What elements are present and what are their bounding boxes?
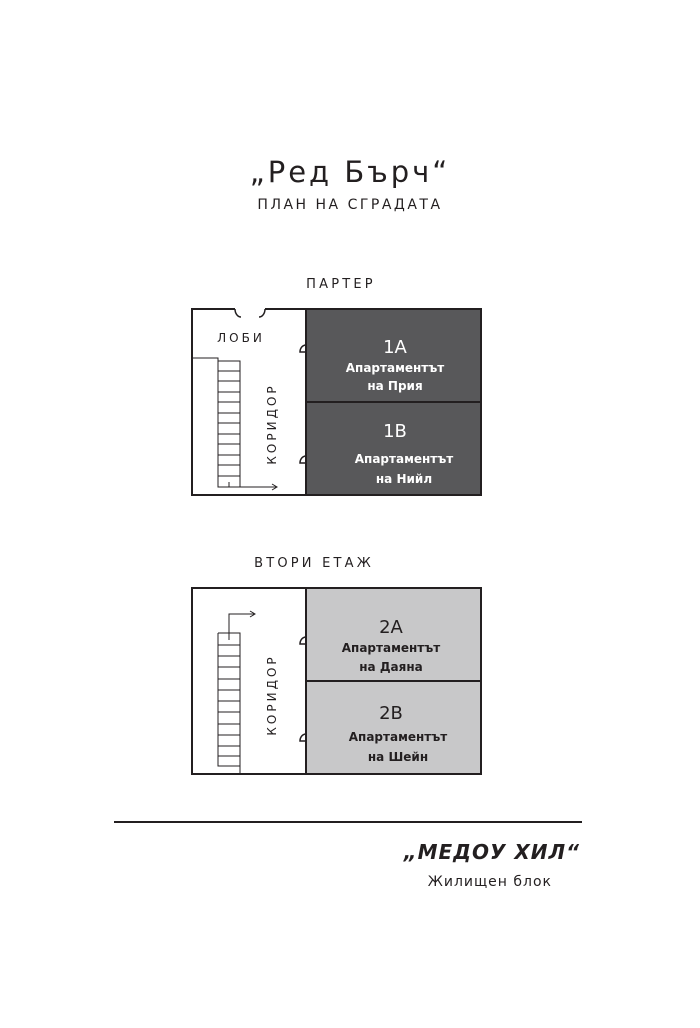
ground-corridor-label: КОРИДОР	[265, 383, 279, 465]
brand-tagline: Жилищен блок	[427, 874, 552, 890]
upper-stair-arrow	[229, 614, 254, 640]
upper-staircase	[218, 633, 240, 774]
unit-1b-number: 1B	[383, 421, 407, 442]
unit-2a-line2: на Даяна	[359, 660, 423, 674]
unit-1a-number: 1A	[383, 337, 407, 358]
unit-1a-line2: на Прия	[367, 379, 423, 393]
unit-1a-line1: Апартаментът	[345, 361, 445, 375]
building-title: „Ред Бърч“	[249, 155, 451, 189]
unit-2a-line1: Апартаментът	[341, 641, 441, 655]
entrance-door-icon	[235, 309, 265, 317]
ground-floor-label: ПАРТЕР	[306, 277, 376, 292]
lobby-label: ЛОБИ	[217, 331, 265, 345]
second-floor-plan	[192, 588, 481, 774]
unit-1b-line1: Апартаментът	[354, 452, 454, 466]
unit-2b-number: 2B	[379, 703, 403, 724]
unit-2b-line1: Апартаментът	[348, 730, 448, 744]
building-subtitle: ПЛАН НА СГРАДАТА	[257, 197, 443, 213]
second-corridor-label: КОРИДОР	[265, 654, 279, 736]
second-floor-label: ВТОРИ ЕТАЖ	[254, 556, 374, 571]
unit-2b-line2: на Шейн	[367, 750, 429, 764]
unit-1b-line2: на Нийл	[375, 472, 433, 486]
brand-name: „МЕДОУ ХИЛ“	[403, 840, 580, 864]
stair-direction-arrow	[229, 482, 276, 487]
staircase	[192, 358, 240, 487]
unit-2a-number: 2A	[379, 617, 403, 638]
divider	[114, 821, 582, 823]
